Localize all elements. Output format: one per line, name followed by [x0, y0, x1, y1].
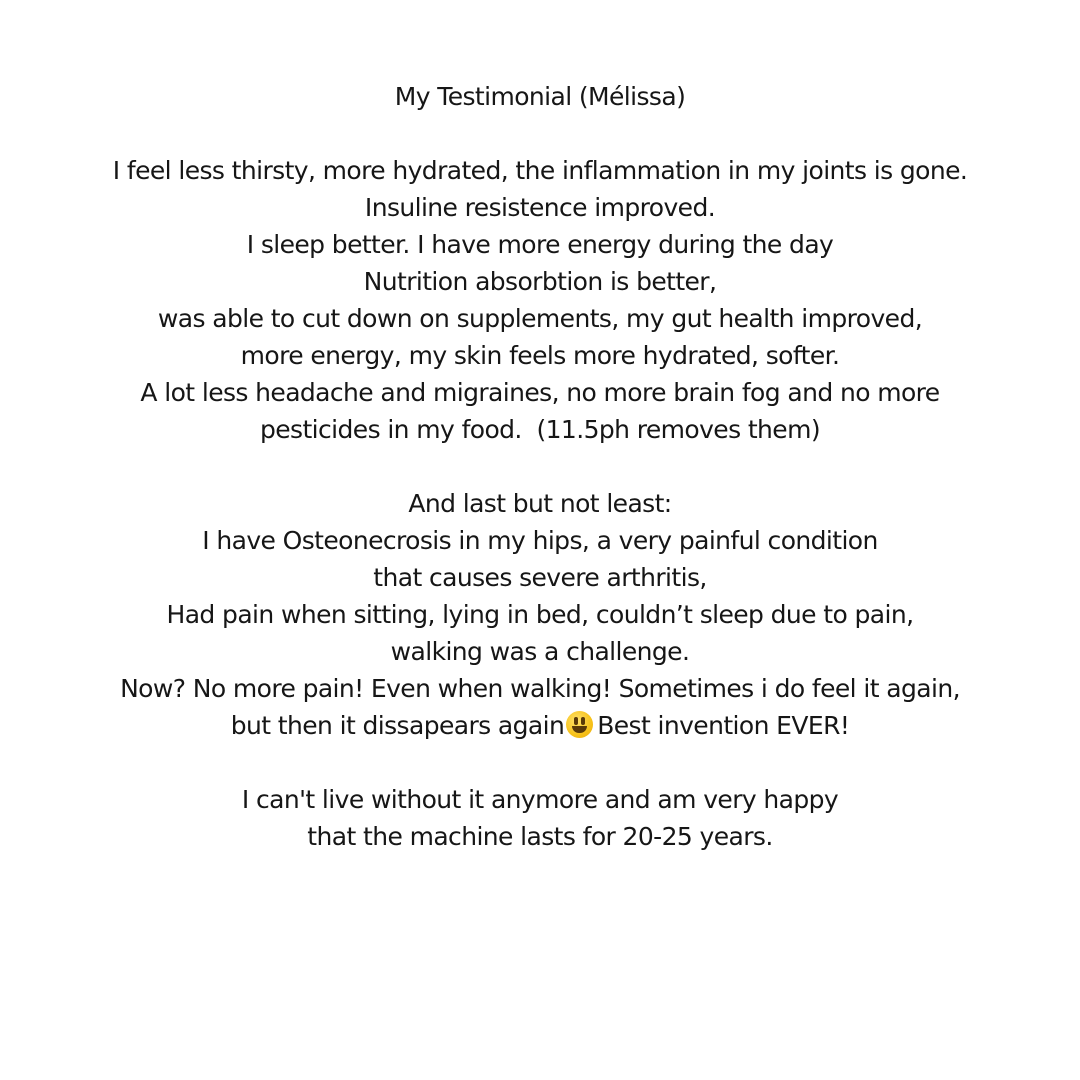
text-line: I sleep better. I have more energy during the day: [246, 230, 834, 259]
text-line: Nutrition absorbtion is better,: [363, 267, 717, 296]
text-line: I feel less thirsty, more hydrated, the inflammation in my joints is gone.: [112, 156, 968, 185]
text-line: walking was a challenge.: [390, 637, 690, 666]
text-line: I can't live without it anymore and am very happy: [241, 785, 839, 814]
text-line: more energy, my skin feels more hydrated, softer.: [240, 341, 840, 370]
paragraph-osteonecrosis: [0, 485, 1080, 744]
paragraph-spacer: [0, 115, 1080, 152]
paragraph-closing: [0, 781, 1080, 855]
text-before-emoji: but then it dissapears again: [230, 711, 565, 740]
paragraph-spacer: [0, 448, 1080, 485]
testimonial-document: [0, 78, 1080, 855]
text-line: that causes severe arthritis,: [373, 563, 707, 592]
text-line: Had pain when sitting, lying in bed, couldn’t sleep due to pain,: [166, 600, 914, 629]
text-line: Now? No more pain! Even when walking! Sometimes i do feel it again,: [120, 674, 960, 703]
text-after-emoji: Best invention EVER!: [597, 711, 850, 740]
text-line: that the machine lasts for 20-25 years.: [307, 822, 773, 851]
text-line-with-emoji: [0, 707, 1080, 744]
text-line: was able to cut down on supplements, my gut health improved,: [157, 304, 923, 333]
paragraph-spacer: [0, 744, 1080, 781]
grinning-face-icon: [566, 711, 593, 738]
text-line: A lot less headache and migraines, no more brain fog and no more: [140, 378, 940, 407]
text-line: pesticides in my food. (11.5ph removes them): [260, 415, 820, 444]
paragraph-benefits: [0, 152, 1080, 448]
text-line: I have Osteonecrosis in my hips, a very painful condition: [202, 526, 878, 555]
testimonial-title: My Testimonial (Mélissa): [394, 82, 686, 111]
text-line: Insuline resistence improved.: [364, 193, 716, 222]
text-line: And last but not least:: [408, 489, 672, 518]
